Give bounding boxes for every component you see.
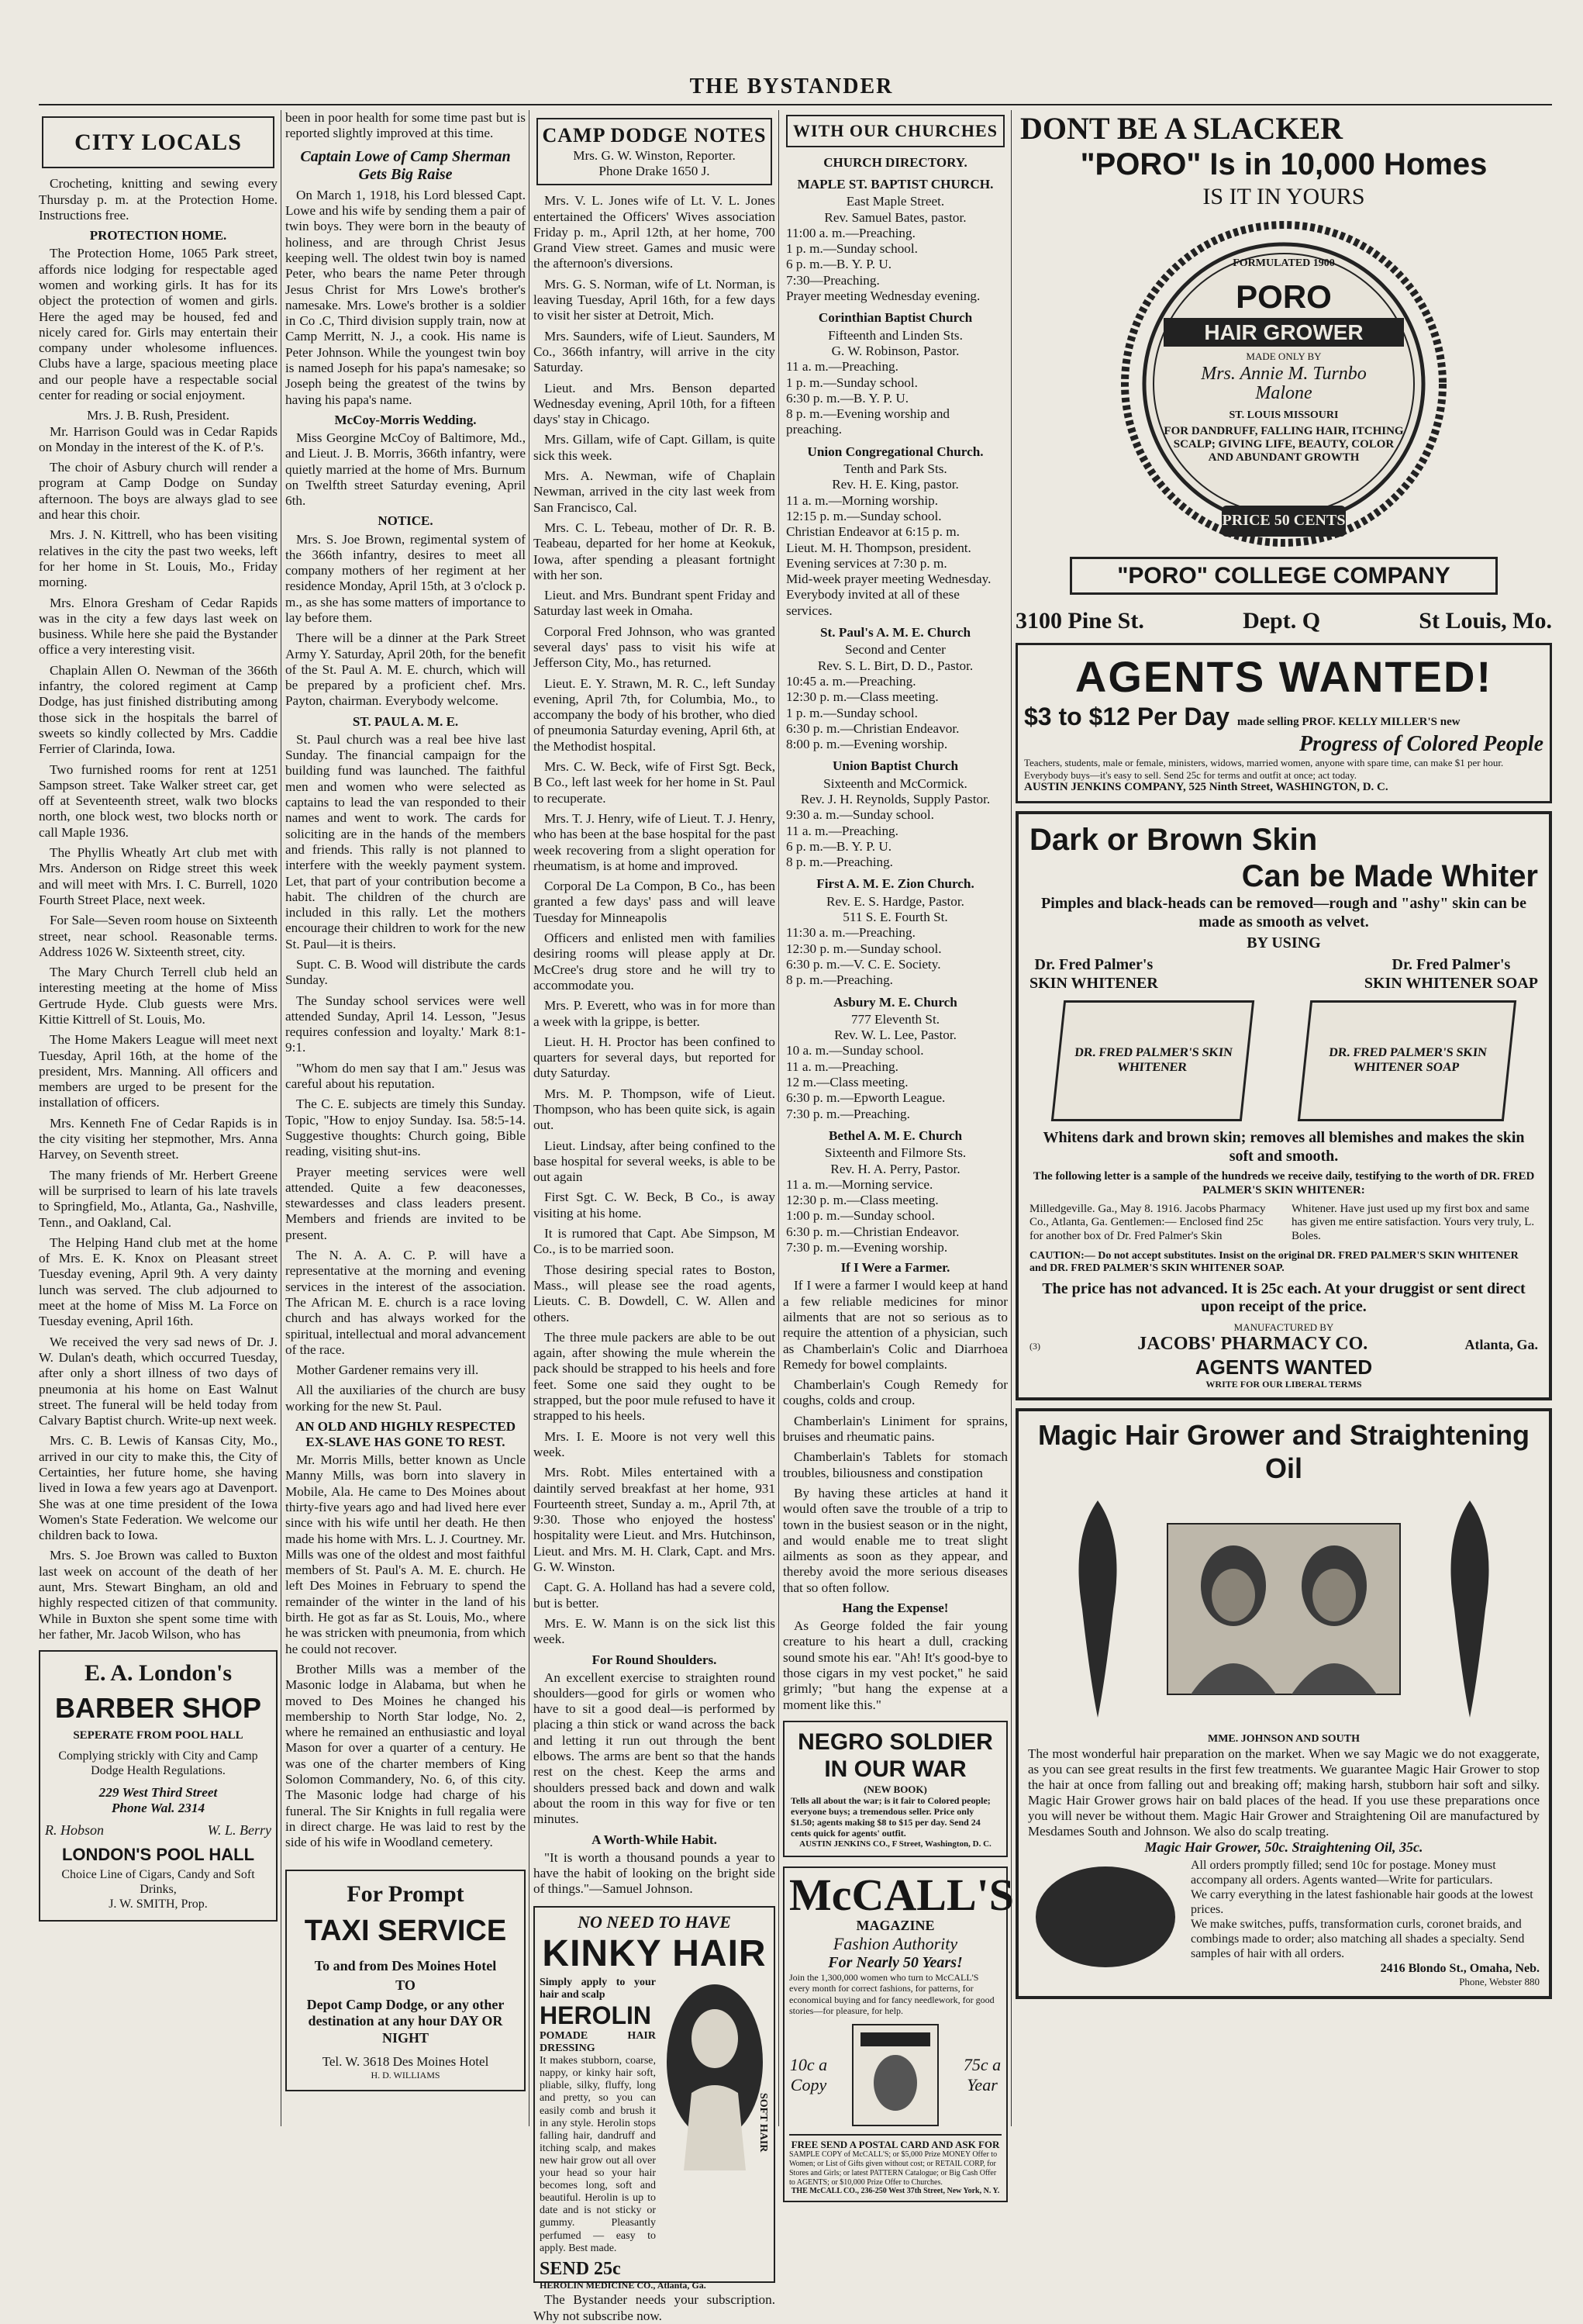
church-entry (783, 758, 1008, 870)
ad-price: 10c a Copy (789, 2054, 828, 2094)
paragraph: been in poor health for some time past but is reported slightly improved at this time. (285, 110, 526, 141)
paragraph: Two furnished rooms for rent at 1251 Sampson street. Take Walker street car, get off at Seventeenth street, walk two blocks north, one block west, two blocks north or call Maple 1936. (39, 761, 278, 840)
church-service: Lieut. M. H. Thompson, president. (786, 540, 971, 555)
column-advertisements (1016, 110, 1552, 2126)
ad-subtitle: $3 to $12 Per Day (1024, 702, 1230, 730)
church-address: Second and Center (845, 642, 946, 658)
paragraph: The Home Makers League will meet next Tuesday, April 16th, at the home of the president, Mrs. Manning. All officers and members are urged to be present for the installation of officers. (39, 1032, 278, 1110)
ad-title: AGENTS WANTED! (1074, 651, 1493, 701)
church-pastor: 511 S. E. Fourth St. (843, 910, 948, 925)
paragraph: Mrs. C. W. Beck, wife of First Sgt. Beck, B Co., left last week for her home in St. Paul to recuperate. (533, 759, 775, 806)
ad-title: Magic Hair Grower and Straightening Oil (1037, 1419, 1530, 1484)
ad-title: DONT BE A SLACKER (1020, 111, 1343, 146)
church-pastor: Rev. S. L. Birt, D. D., Pastor. (817, 658, 974, 673)
church-entry (783, 177, 1008, 304)
church-service: 6:30 p. m.—B. Y. P. U. (786, 390, 909, 406)
church-service: Mid-week prayer meeting Wednesday. (786, 572, 992, 587)
church-service: 11 a. m.—Preaching. (786, 359, 898, 375)
church-entry (783, 1128, 1008, 1255)
paragraph: Brother Mills was a member of the Masonic lodge in Alabama, but when he moved to Des Moines he changed his membership to North Star lodge, No. 2, where he remained an enthusiastic and loyal Mason for over a quarter of a century. He was one of the charter members of King Solomon Commandery, No. 6, of this city. The Masonic lodge had charge of his funeral. The Sir Knights in full regalia were in direct charge. He was laid to rest by the side of his wife in Woodland cemetery. (285, 1661, 526, 1850)
seal-product: HAIR GROWER (1164, 318, 1404, 347)
church-service: Everybody invited at all of these services. (786, 587, 960, 618)
paragraph: Chamberlain's Tablets for stomach troubles, biliousness and constipation (783, 1449, 1008, 1480)
column-churches (783, 110, 1014, 2196)
paragraph: Mrs. Kenneth Fne of Cedar Rapids is in the city visiting her stepmother, Mrs. Anna Harvey, on Seventh street. (39, 1115, 278, 1162)
hair-bun-icon (1028, 1859, 1183, 1975)
paragraph: Mrs. G. S. Norman, wife of Lt. Norman, is leaving Tuesday, April 16th, for a few days to visit her sister at Detroit, Mich. (533, 276, 775, 323)
paragraph: The Helping Hand club met at the home of Mrs. E. K. Knox on Pleasant street Tuesday evening, April 9th. A very dainty lunch was served. The club adjourned to meet at the home of Miss M. La Force on Tuesday evening, April 16th. (39, 1235, 278, 1329)
ad-text: MANUFACTURED BY (1233, 1321, 1334, 1333)
article-heading: ST. PAUL A. M. E. (352, 713, 459, 729)
ad-name: H. D. WILLIAMS (371, 2069, 440, 2081)
paragraph: Lieut. E. Y. Strawn, M. R. C., left Sunday evening, April 7th, for Columbia, Mo., to accompany the body of his brother, who died of pneumonia Saturday evening, April 6th, at the Methodist hospital. (533, 675, 775, 754)
hair-switch-icon (1051, 1493, 1144, 1725)
ad-text: All orders promptly filled; send 10c for postage. Money must accompany all orders. Agents wanted—Write for particulars. (1191, 1859, 1496, 1887)
ad-names (45, 1822, 271, 1839)
church-service: 1 p. m.—Sunday school. (786, 241, 918, 257)
paragraph: The C. E. subjects are timely this Sunday. Topic, "How to enjoy Sunday. Isa. 58:5-14. Suggestive thoughts: Church going, Bible reading, visiting shut-ins. (285, 1096, 526, 1159)
poro-seal (1117, 217, 1450, 551)
taxi-service-ad (285, 1870, 526, 2092)
ad-title: IN OUR WAR (824, 1756, 967, 1783)
article-heading: Captain Lowe of Camp Sherman Gets Big Raise (300, 147, 511, 184)
ad-products (1029, 956, 1538, 993)
ad-text: Tells all about the war; is it fair to Colored people; everyone buys; a tremendous seller. Price only $1.50; agents making $8 to $15 per day. Send 24 cents quick for agents' outfit. (791, 1794, 991, 1839)
paragraph: Lieut. H. H. Proctor has been confined to quarters for several days, but reported for duty Saturday. (533, 1034, 775, 1081)
ad-product: SKIN WHITENER (1029, 974, 1158, 992)
article-heading: PROTECTION HOME. (89, 228, 227, 243)
paragraph: Lieut. and Mrs. Benson departed Wednesday evening, April 10th, for a fifteen days' stay in Chicago. (533, 380, 775, 427)
church-service: 1 p. m.—Sunday school. (786, 705, 918, 720)
ad-product: HEROLIN (540, 2001, 651, 2030)
paragraph: Mrs. V. L. Jones wife of Lt. V. L. Jones entertained the Officers' Wives association Friday p. m., April 12th, at her home, 700 Grand View street. Games and music were the afternoon's diversions. (533, 193, 775, 271)
paragraph: By having these articles at hand it would often save the trouble of a trip to town in the busiest season or in the night, and would enable me to treat slight ailments as soon as they appear, and thereby avoid the more serious diseases that so often follow. (783, 1485, 1008, 1595)
paragraph: Chaplain Allen O. Newman of the 366th infantry, the colored regiment at Camp Dodge, has just finished distributing among those sick in the hospitals the barrel of sweets so kindly collected by Mrs. Caddie Ferrier of Clarinda, Iowa. (39, 662, 278, 757)
magazine-cover-icon (837, 2021, 954, 2129)
ad-text: SAMPLE COPY of McCALL'S; or $5,000 Prize MONEY Offer to Women; or List of Gifts given without cost; or RETAIL CORP, for Stores and Girls; or latest PATTERN Catalogue; or Big Cash Offer to AGENTS; or $10,000 Prize Offer to Churches. (789, 2150, 998, 2187)
church-pastor: Rev. J. H. Reynolds, Supply Pastor. (800, 791, 991, 806)
paragraph: Mrs. J. N. Kittrell, who has been visiting relatives in the city the past two weeks, left for her home in St. Louis, Mo., Friday morning. (39, 527, 278, 590)
agents-wanted-ad (1016, 643, 1552, 803)
church-name: MAPLE ST. BAPTIST CHURCH. (797, 177, 994, 192)
paragraph: Officers and enlisted men with families desiring rooms will please apply at Dr. McCree's drug store and he will try to accommodate you. (533, 931, 775, 993)
ad-text: Teachers, students, male or female, ministers, widows, married women, anyone with spare time, can make $1 per hour. Everybody buys—it's easy to sell. Send 25c for terms and outfit at once; act today. (1024, 757, 1504, 781)
ad-text: Complying strickly with City and Camp Dodge Health Regulations. (58, 1749, 258, 1777)
paragraph: Those desiring special rates to Boston, Mass., will please see the road agents, Lieuts. C. B. Dowdell, C. W. Allen and others. (533, 1262, 775, 1324)
paragraph: Miss Georgine McCoy of Baltimore, Md., and Lieut. J. B. Morris, 366th infantry, were quietly married at the home of Mrs. Burnum on Twelfth street Saturday evening, April 6th. (285, 430, 526, 509)
article-heading: NOTICE. (378, 513, 433, 529)
letter-right: Whitener. Have just used up my first box and same has given me entire satisfaction. Yours very truly, L. Boles. (1292, 1202, 1535, 1243)
paragraph: It is rumored that Capt. Abe Simpson, M Co., is to be married soon. (533, 1226, 775, 1257)
ad-address-part: 3100 Pine St. (1016, 608, 1144, 634)
paragraph: Chamberlain's Liniment for sprains, bruises and rheumatic pains. (783, 1413, 1008, 1445)
church-address: Fifteenth and Linden Sts. (828, 327, 963, 343)
ad-text: The following letter is a sample of the hundreds we receive daily, testifying to the worth of DR. FRED PALMER'S SKIN WHITENER: (1033, 1170, 1535, 1197)
paragraph: Mrs. A. Newman, wife of Chaplain Newman, arrived in the city last week from San Francisco, Cal. (533, 468, 775, 515)
paragraph: The choir of Asbury church will render a program at Camp Dodge on Sunday afternoon. The boys are always glad to see and hear this choir. (39, 460, 278, 523)
ad-title: LONDON'S POOL HALL (61, 1845, 255, 1865)
church-directory-heading: CHURCH DIRECTORY. (823, 154, 967, 170)
paragraph: All the auxiliaries of the church are busy working for the new St. Paul. (285, 1383, 526, 1414)
paragraph: "It is worth a thousand pounds a year to have the habit of looking on the bright side of things."—Samuel Johnson. (533, 1849, 775, 1897)
article-heading: For Round Shoulders. (591, 1652, 717, 1667)
church-service: 8 p. m.—Preaching. (786, 972, 893, 988)
ad-body (540, 1977, 656, 2255)
ad-side-label: SOFT HAIR (757, 2093, 769, 2153)
ad-price: SEND 25c (540, 2258, 621, 2279)
ad-text: J. W. SMITH, Prop. (109, 1898, 208, 1911)
paragraph: The Sunday school services were well attended Sunday, April 14. Lesson, "Jesus requires confession and loyalty.' Mark 8:1-9:1. (285, 993, 526, 1055)
church-service: 10:45 a. m.—Preaching. (786, 673, 916, 689)
church-directory (783, 177, 1008, 1255)
paragraph: For Sale—Seven room house on Sixteenth street, near school. Reasonable terms. Address 1026 W. Sixteenth street, city. (39, 913, 278, 959)
church-address: Sixteenth and Filmore Sts. (824, 1145, 967, 1161)
portrait-illustration (660, 1977, 769, 2255)
paragraph: The Phyllis Wheatly Art club met with Mrs. Anderson on Ridge street this week and will meet with Mrs. I. C. Burrell, 1020 Fourth Street Place, next week. (39, 845, 278, 907)
paragraph: Mrs. Robt. Miles entertained with a daintily served breakfast at her home, 931 Fourteenth street, Sunday a. m., April 7th, at 9:30. Those who enjoyed the hostess' hospitality were Lieut. and Mrs. Hutchinson, Lieut. and Mrs. M. H. Clark, Capt. and Mrs. G. W. Winston. (533, 1465, 775, 1575)
ad-subtitle: Pimples and black-heads can be removed—rough and "ashy" skin can be made as smooth as velvet. (1040, 895, 1527, 931)
ad-product: Dr. Fred Palmer's (1034, 955, 1154, 973)
paragraph: On March 1, 1918, his Lord blessed Capt. Lowe and his wife by sending them a pair of twin boys. They were born in the beauty of holiness, and are through Christ Jesus keeping well. The oldest twin boy is named Peter, who bears the name Peter through Jesus Christ for Mrs Lowe's brother's namesake. Mrs. Lowe's brother is a soldier in Co .C, Third division supply train, now at Camp Merritt, N. J., a cook. His name is Peter Johnson. While the youngest twin boy is named Joseph for his papa's namesake; so Joseph being the greatest of the twins by having his papa's name. (285, 187, 526, 407)
column-rule (778, 110, 779, 2126)
column-2 (285, 110, 526, 2126)
ad-product: SKIN WHITENER SOAP (1364, 974, 1538, 992)
paragraph: The N. A. A. C. P. will have a representative at the morning and evening services in the interest of the association. The African M. E. church is a race loving church and has always worked for the spiritual, intellectual and moral advancement of the race. (285, 1248, 526, 1357)
church-entry (783, 876, 1008, 988)
ad-address (1016, 607, 1552, 634)
church-pastor: Rev. Samuel Bates, pastor. (824, 209, 967, 225)
paragraph: An excellent exercise to straighten round shoulders—good for girls or women who have to sit a good deal—is performed by placing a thin stick or wand across the back and letting it run out through the bent elbows. The arms are bent so that the hands rest on the chest. Keep the arms and shoulders pressed back and down and walk about the room in this way for five or ten minutes. (533, 1670, 775, 1827)
woman-portrait-icon (660, 1977, 769, 2170)
ad-text: We carry everything in the latest fashionable hair goods at the lowest prices. (1191, 1888, 1533, 1916)
ad-title: For Prompt (347, 1880, 464, 1907)
church-service: 12:15 p. m.—Sunday school. (786, 508, 942, 523)
ad-address: AUSTIN JENKINS COMPANY, 525 Ninth Street, WASHINGTON, D. C. (1024, 781, 1388, 794)
paragraph: Corporal De La Compon, B Co., has been granted a few days' pass and will leave Tuesday for Minneapolis (533, 879, 775, 925)
church-service: Prayer meeting Wednesday evening. (786, 288, 981, 304)
ad-title: AGENTS WANTED (1195, 1355, 1373, 1379)
ad-address: 2416 Blondo St., Omaha, Neb. (1380, 1961, 1540, 1975)
ad-price: The price has not advanced. It is 25c each. At your druggist or sent direct upon receipt of the price. (1042, 1279, 1526, 1316)
church-service: 10 a. m.—Sunday school. (786, 1043, 924, 1058)
church-pastor: Rev. H. E. King, pastor. (832, 477, 959, 492)
church-name: First A. M. E. Zion Church. (816, 876, 974, 892)
ad-phone: Phone Wal. 2314 (111, 1800, 205, 1815)
church-entry (783, 995, 1008, 1122)
ad-title: E. A. London's (84, 1660, 233, 1687)
ad-name: R. Hobson (45, 1822, 104, 1839)
ad-address-part: Dept. Q (1243, 608, 1321, 634)
paragraph: Mrs. Gillam, wife of Capt. Gillam, is quite sick this week. (533, 432, 775, 463)
church-service: 12:30 p. m.—Class meeting. (786, 1193, 939, 1208)
church-service: 11:00 a. m.—Preaching. (786, 225, 916, 240)
ad-text: It makes stubborn, coarse, nappy, or kinky hair soft, pliable, silky, fluffy, long and pretty, so you can easily comb and brush it in any style. Herolin stops falling hair, dandruff and itching scalp, and makes new hair grow out all over your head so your hair becomes long, soft and beautiful. Herolin is up to date and is not sticky or gummy. Pleasantly perfumed — easy to apply. Best made. (540, 2055, 656, 2254)
church-service: 6 p. m.—B. Y. P. U. (786, 257, 892, 272)
column-rule (1011, 110, 1012, 2126)
church-service: 6 p. m.—B. Y. P. U. (786, 838, 892, 854)
ad-city: Atlanta, Ga. (1464, 1337, 1538, 1353)
church-service: Christian Endeavor at 6:15 p. m. (786, 524, 960, 540)
palmer-skin-whitener-ad (1016, 811, 1552, 1401)
paragraph: Mrs. M. P. Thompson, wife of Lieut. Thompson, who has been quite sick, is again out. (533, 1086, 775, 1133)
church-service: 1 p. m.—Sunday school. (786, 375, 918, 390)
ad-product: Dr. Fred Palmer's (1392, 955, 1511, 973)
paragraph: Mrs. Saunders, wife of Lieut. Saunders, M Co., 366th infantry, will arrive in the city Saturday. (533, 328, 775, 375)
column-camp-dodge (533, 110, 775, 2323)
church-service: Evening services at 7:30 p. m. (786, 555, 947, 571)
ad-subtitle: SEPERATE FROM POOL HALL (73, 1729, 243, 1742)
mccalls-ad (783, 1866, 1014, 2203)
ad-offer: FREE SEND A POSTAL CARD AND ASK FOR (789, 2134, 1002, 2150)
church-name: Bethel A. M. E. Church (828, 1127, 963, 1143)
church-service: 8 p. m.—Preaching. (786, 855, 893, 870)
whitener-box-icon: DR. FRED PALMER'S SKIN WHITENER (1051, 1000, 1254, 1121)
church-address: 777 Eleventh St. (850, 1011, 940, 1027)
seal-text: ST. LOUIS MISSOURI (1229, 409, 1339, 421)
section-header (786, 115, 1005, 147)
church-address: Rev. E. S. Hardge, Pastor. (826, 893, 964, 909)
church-service: 11 a. m.—Preaching. (786, 823, 898, 838)
ad-title: KINKY HAIR (542, 1933, 767, 1975)
paragraph: Mrs. C. B. Lewis of Kansas City, Mo., arrived in our city to make this, the City of Certainties, her future home, she having lived in Iowa a few years ago at Davenport. She was at one time president of the Iowa Women's State Federation. We welcome our children back to Iowa. (39, 1433, 278, 1543)
ad-price: Magic Hair Grower, 50c. Straightening Oil, 35c. (1144, 1839, 1423, 1856)
signature: Mrs. J. B. Rush, President. (87, 408, 229, 423)
paragraph: The three mule packers are able to be out again, after showing the mule wherein the pack should be strapped to his heels and fore feet. Some one said they ought to be strapped, but the poor mule refused to have it strapped to his heels. (533, 1329, 775, 1424)
ad-title: McCALL'S (789, 1869, 1014, 1920)
church-name: St. Paul's A. M. E. Church (819, 625, 971, 641)
church-entry (783, 444, 1008, 619)
ad-name: W. L. Berry (207, 1822, 271, 1839)
church-name: Asbury M. E. Church (833, 994, 957, 1010)
paragraph: Mr. Morris Mills, better known as Uncle Manny Mills, was born into slavery in Mobile, Ala. He came to Des Moines about thirty-five years ago and had lived here ever since with his wife until her death. He then made his home with Mrs. L. J. Courtney. Mr. Mills was one of the oldest and most faithful members of St. Paul's A. M. E. church. He left Des Moines in February to spend the remainder of the winter in the land of his birth. He got as far as St. Louis, Mo., where he was stricken with pneumonia, from which he could not recover. (285, 1452, 526, 1656)
masthead: THE BYSTANDER (689, 74, 894, 98)
ad-subtitle: IS IT IN YOURS (1202, 184, 1365, 210)
section-header (536, 118, 772, 185)
paragraph: Corporal Fred Johnson, who was granted several days' pass to visit his wife at Jefferson City, Mo., has returned. (533, 623, 775, 671)
church-service: 11:30 a. m.—Preaching. (786, 925, 916, 941)
ad-text: POMADE HAIR DRESSING (540, 2030, 656, 2055)
ad-title: Dark or Brown Skin (1029, 822, 1318, 857)
paragraph: Mrs. P. Everett, who was in for more than a week with la grippe, is better. (533, 998, 775, 1029)
ad-title: TAXI SERVICE (304, 1914, 507, 1947)
seal-maker: Mrs. Annie M. Turnbo Malone (1201, 363, 1367, 403)
ad-title: NEGRO SOLDIER (798, 1728, 993, 1755)
paragraph: Mrs. Elnora Gresham of Cedar Rapids was in the city a few days last week on business. While here she paid the Bystander office a very interesting visit. (39, 595, 278, 658)
article-heading: If I Were a Farmer. (840, 1260, 950, 1276)
section-title: WITH OUR CHURCHES (793, 121, 998, 140)
paragraph: We received the very sad news of Dr. J. W. Dulan's death, which occurred Tuesday, after only a short illness of two days of pneumonia at his home on East Walnut street. The funeral will be held today from Calvary Baptist church. Write-up next week. (39, 1334, 278, 1428)
article-heading: McCoy-Morris Wedding. (334, 412, 477, 427)
section-subtitle: Mrs. G. W. Winston, Reporter. (573, 147, 736, 163)
ad-subtitle: BY USING (1247, 934, 1321, 952)
ad-title: BARBER SHOP (54, 1691, 262, 1724)
ad-text: Join the 1,300,000 women who turn to McCALL'S every month for correct fashions, for patterns, for economical buying and for fancy needlework, for good stories—for pleasure, for help. (789, 1972, 995, 2016)
church-service: 1:00 p. m.—Sunday school. (786, 1208, 935, 1224)
article-heading: AN OLD AND HIGHLY RESPECTED EX-SLAVE HAS GONE TO REST. (295, 1419, 516, 1450)
ad-phone: Phone, Webster 880 (1459, 1976, 1540, 1988)
paragraph: Mrs. S. Joe Brown, regimental system of the 366th infantry, desires to meet all company mothers of her regiment at her residence Monday, April 15th, at 3 o'clock p. m., as she has some matters of importance to lay before them. (285, 531, 526, 625)
ad-text: Choice Line of Cigars, Candy and Soft Drinks, (61, 1868, 255, 1897)
paragraph: If I were a farmer I would keep at hand a few reliable medicines for minor ailments that are not so serious as to require the attention of a physician, such as Chamberlain's Colic and Diarrhoea Remedy for bowel complaints. (783, 1278, 1008, 1372)
ad-address: AUSTIN JENKINS CO., F Street, Washington, D. C. (799, 1839, 992, 1849)
church-service: 8:00 p. m.—Evening worship. (786, 737, 948, 752)
ad-subtitle: (NEW BOOK) (864, 1783, 927, 1795)
ad-maker: JACOBS' PHARMACY CO. (1137, 1334, 1368, 1355)
paragraph: "Whom do men say that I am." Jesus was careful about his reputation. (285, 1060, 526, 1092)
church-service: 7:30 p. m.—Evening worship. (786, 1240, 948, 1255)
church-service: 7:30 p. m.—Preaching. (786, 1106, 910, 1121)
paragraph: As George folded the fair young creature to his heart a dull, cracking sound smote his ear. "Ah! It's good-bye to those cigars in my vest pocket," he said grimly; "but hang the expense at a moment like this." (783, 1618, 1008, 1712)
paragraph: The Mary Church Terrell club held an interesting meeting at the home of Miss Gertrude Hyde. Club guests were Mrs. Kittie Kittrell of St. Louis, Mo. (39, 965, 278, 1027)
section-header: CITY LOCALS (42, 116, 274, 168)
ad-maker: HEROLIN MEDICINE CO., Atlanta, Ga. (540, 2280, 706, 2291)
paragraph: Capt. G. A. Holland has had a severe cold, but is better. (533, 1580, 775, 1611)
ad-title: NO NEED TO HAVE (578, 1912, 731, 1932)
church-service: 8 p. m.—Evening worship and preaching. (786, 406, 950, 437)
ad-text: Whitens dark and brown skin; removes all blemishes and makes the skin soft and smooth. (1043, 1129, 1525, 1165)
church-entry (783, 625, 1008, 752)
ad-number: (3) (1029, 1341, 1040, 1352)
paragraph: Prayer meeting services were well attended. Quite a few deaconesses, stewardesses and class leaders present. Members and friends are invited to be present. (285, 1164, 526, 1242)
church-pastor: G. W. Robinson, Pastor. (831, 343, 960, 358)
photo-caption: MME. JOHNSON AND SOUTH (1207, 1733, 1360, 1746)
article-heading: Hang the Expense! (842, 1600, 949, 1615)
church-service: 12:30 p. m.—Sunday school. (786, 941, 942, 956)
paragraph: The Bystander needs your subscription. Why not subscribe now. (533, 2292, 775, 2323)
church-service: 11 a. m.—Morning worship. (786, 492, 939, 508)
paragraph: Mother Gardener remains very ill. (296, 1362, 479, 1378)
letter-left: Milledgeville. Ga., May 8. 1916. Jacobs Pharmacy Co., Atlanta, Ga. Gentlemen:— Enclosed find 25c for another box of Dr. Fred Palmer's Skin (1029, 1202, 1266, 1243)
soap-box-icon: DR. FRED PALMER'S SKIN WHITENER SOAP (1298, 1000, 1516, 1121)
negro-soldier-ad (783, 1721, 1008, 1857)
church-name: Union Congregational Church. (807, 444, 984, 459)
paragraph: Mrs. C. L. Tebeau, mother of Dr. R. B. Teabeau, departed for her home at Keokuk, Iowa, after spending a pleasant fortnight with her son. (533, 520, 775, 582)
ad-text: To and from Des Moines Hotel (314, 1957, 497, 1974)
seal-description: FOR DANDRUFF, FALLING HAIR, ITCHING SCALP; GIVING LIFE, BEAUTY, COLOR AND ABUNDANT GROWTH (1164, 424, 1404, 464)
london-barber-ad (39, 1650, 278, 1922)
church-service: 11 a. m.—Morning service. (786, 1176, 933, 1192)
church-address: Tenth and Park Sts. (843, 461, 947, 477)
hair-switch-icon (1423, 1493, 1516, 1725)
seal-brand: PORO (1236, 278, 1332, 315)
ad-text: The most wonderful hair preparation on the market. When we say Magic we do not exaggerate, as you can see great results in the first few treatments. We guarantee Magic Hair Grower to stop the hair at once from falling out and breaking off; making harsh, stubborn hair soft and silky. Magic Hair Grower grows hair on bald places of the head. If you use these preparations once you will never be without them. Magic Hair Grower and Straightening Oil are manufactured by Mesdames South and Johnson. We also do scalp treating. (1028, 1746, 1540, 1839)
seal-price: PRICE 50 CENTS (1222, 511, 1346, 529)
church-service: 9:30 a. m.—Sunday school. (786, 807, 934, 823)
church-name: Corinthian Baptist Church (818, 310, 973, 326)
paragraph: Crocheting, knitting and sewing every Thursday p. m. at the Protection Home. Instructions free. (39, 176, 278, 223)
church-service: 11 a. m.—Preaching. (786, 1058, 898, 1074)
poro-ad (1016, 110, 1552, 635)
top-rule (39, 104, 1552, 105)
church-service: 6:30 p. m.—Christian Endeavor. (786, 1224, 960, 1239)
paragraph: St. Paul church was a real bee hive last Sunday. The financial campaign for the building fund was launched. The faithful men and women who were selected as captains to lead the van responded to their names and went to work. The cards for soliciting are in the hands of the members and friends. This rally is not planned to interfere with the weekly payment system. Let, that part of your contribution become a habit. The children of the church are included in this rally. Let the mothers encourage their children to work for the new St. Paul—it is theirs. (285, 731, 526, 951)
paragraph: Supt. C. B. Wood will distribute the cards Sunday. (285, 956, 526, 988)
paragraph: Mrs. I. E. Moore is not very well this week. (533, 1428, 775, 1459)
ad-price: 75c a Year (963, 2054, 1002, 2094)
ad-caution: CAUTION:— Do not accept substitutes. Insist on the original DR. FRED PALMER'S SKIN WHITENER and DR. FRED PALMER'S SKIN WHITENER SOAP. (1029, 1249, 1519, 1275)
ad-text: made selling PROF. KELLY MILLER'S new (1237, 715, 1461, 728)
section-title: CAMP DODGE NOTES (542, 124, 767, 147)
ad-images (1028, 1493, 1540, 1725)
church-service: 6:30 p. m.—Epworth League. (786, 1090, 946, 1106)
church-service: 6:30 p. m.—Christian Endeavor. (786, 720, 960, 736)
testimonial-letter (1029, 1203, 1538, 1244)
paragraph: Chamberlain's Cough Remedy for coughs, colds and croup. (783, 1377, 1008, 1408)
ad-address: 229 West Third Street (98, 1784, 218, 1800)
paragraph: Mrs. S. Joe Brown was called to Buxton last week on account of the death of her aunt, Mrs. Stewart Bingham, an old and highly respected citizen of that community. While in Buxton she spent some time with her father, Mr. Jacob Wilson, who has (39, 1548, 278, 1642)
church-service: 7:30—Preaching. (786, 272, 880, 288)
church-service: 12:30 p. m.—Class meeting. (786, 689, 939, 705)
church-service: 6:30 p. m.—V. C. E. Society. (786, 956, 941, 972)
product-images (1029, 1000, 1538, 1121)
ad-subtitle: Progress of Colored People (1299, 732, 1543, 757)
ad-address: THE McCALL CO., 236-250 West 37th Street, New York, N. Y. (791, 2187, 1000, 2196)
church-pastor: Rev. H. A. Perry, Pastor. (830, 1161, 960, 1176)
ad-subtitle: Fashion Authority (833, 1933, 958, 1953)
church-pastor: Rev. W. L. Lee, Pastor. (834, 1027, 957, 1043)
ad-company: "PORO" COLLEGE COMPANY (1070, 557, 1498, 595)
magic-hair-grower-ad (1016, 1408, 1552, 1998)
church-address: East Maple Street. (846, 194, 945, 209)
ad-title: MAGAZINE (856, 1917, 935, 1933)
ad-text: Depot Camp Dodge, or any other destination at any hour DAY OR NIGHT (306, 1997, 505, 2046)
ad-title: Can be Made Whiter (1241, 858, 1538, 893)
church-address: Sixteenth and McCormick. (823, 775, 967, 791)
section-subtitle: Phone Drake 1650 J. (598, 163, 710, 178)
herolin-ad (533, 1906, 775, 2291)
ad-title: "PORO" Is in 10,000 Homes (1080, 147, 1488, 182)
portrait-photo-icon (1167, 1524, 1400, 1694)
paragraph: There will be a dinner at the Park Street Army Y. Saturday, April 20th, for the benefit of the St. Paul A. M. E. church, which will be prepared by a proficient chef. Mrs. Payton, chairman. Everybody welcome. (285, 630, 526, 709)
ad-phone: Tel. W. 3618 Des Moines Hotel (322, 2053, 489, 2069)
article-heading: A Worth-While Habit. (591, 1832, 717, 1847)
ad-text: WRITE FOR OUR LIBERAL TERMS (1205, 1379, 1362, 1390)
paragraph: Lieut. and Mrs. Bundrant spent Friday and Saturday last week in Omaha. (533, 588, 775, 619)
seal-text: MADE ONLY BY (1246, 350, 1322, 362)
paragraph: The Protection Home, 1065 Park street, affords nice lodging for respectable aged women and working girls. It has for its object the protection of women and girls. Here the aged may be housed, fed and nicely cared for. Girls may entertain their company under wholesome influences. Clubs have a large, spacious meeting place and our people have a respectable social center for reading or social enjoyment. (39, 246, 278, 402)
paragraph: Mrs. T. J. Henry, wife of Lieut. T. J. Henry, who has been at the base hospital for the past week recovering from a slight operation for rheumatism, is at home and improved. (533, 810, 775, 873)
church-name: Union Baptist Church (832, 758, 959, 774)
paragraph: First Sgt. C. W. Beck, B Co., is away visiting at his home. (533, 1190, 775, 1221)
column-city-locals (39, 110, 278, 2126)
church-entry (783, 310, 1008, 437)
ad-subtitle: For Nearly 50 Years! (828, 1953, 963, 1971)
ad-text: TO (395, 1977, 416, 1993)
paragraph: The many friends of Mr. Herbert Greene will be surprised to learn of his late travels to Springfield, Mo., Atlanta, Ga., Nashville, Tenn., and Oakland, Cal. (39, 1167, 278, 1230)
paragraph: Mr. Harrison Gould was in Cedar Rapids on Monday in the interest of the K. of P.'s. (39, 423, 278, 454)
ad-text: We make switches, puffs, transformation curls, coronet braids, and combings made to order; also matching all shades a specialty. Send samples of hair with all orders. (1191, 1917, 1525, 1960)
ad-address-part: St Louis, Mo. (1419, 608, 1552, 634)
paragraph: Lieut. Lindsay, after being confined to the base hospital for several weeks, is able to be out again (533, 1138, 775, 1185)
seal-text: FORMULATED 1900 (1233, 257, 1335, 269)
ad-text: Simply apply to your hair and scalp (540, 1977, 656, 2001)
paragraph: Mrs. E. W. Mann is on the sick list this week. (533, 1615, 775, 1647)
church-service: 12 m.—Class meeting. (786, 1075, 909, 1090)
